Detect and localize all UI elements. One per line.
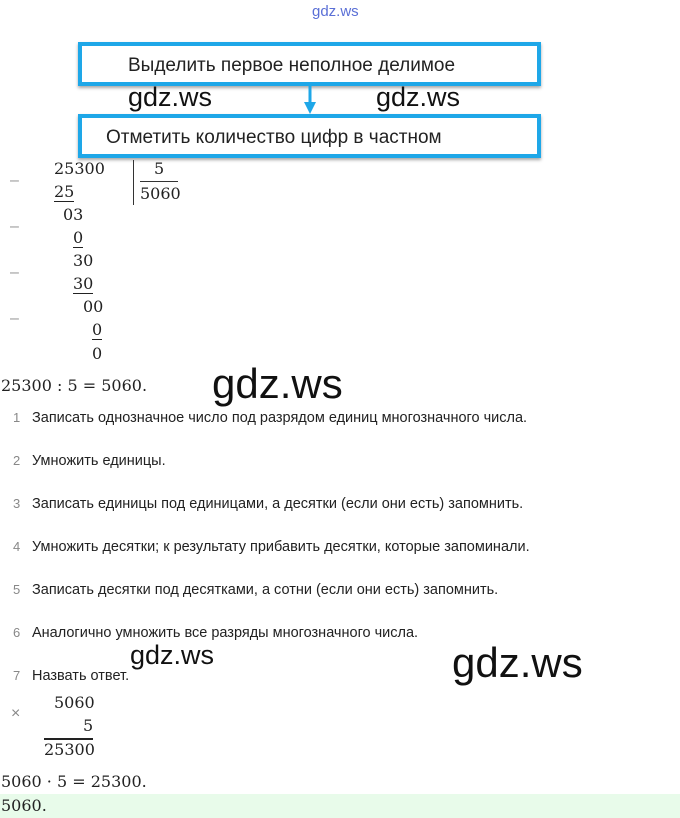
down-arrow-icon	[302, 84, 318, 116]
algorithm-step-text-2: Отметить количество цифр в частном	[106, 127, 442, 148]
algorithm-step-box-1	[78, 42, 541, 86]
step-text: Записать однозначное число под разрядом единиц многозначного числа.	[32, 410, 528, 426]
step-text: Назвать ответ.	[32, 668, 130, 684]
watermark: gdz.ws	[130, 640, 215, 670]
division-bar	[133, 160, 134, 205]
watermark: gdz.ws	[376, 82, 461, 112]
algorithm-step-text-1: Выделить первое неполное делимое	[128, 55, 456, 76]
subtrahend: 0	[92, 320, 103, 339]
minus-sign: –	[10, 310, 19, 327]
subtrahend: 30	[73, 274, 94, 293]
watermark: gdz.ws	[452, 639, 583, 686]
step-text: Записать десятки под десятками, а сотни (если они есть) запомнить.	[32, 582, 499, 598]
watermark-top: gdz.ws	[312, 3, 359, 20]
step-number: 4	[13, 539, 21, 554]
minus-sign: –	[10, 264, 19, 281]
dividend: 25300	[54, 159, 105, 178]
multiplication-result: 5060 · 5 = 25300.	[1, 772, 147, 791]
remainder: 00	[83, 297, 104, 316]
step-text: Аналогично умножить все разряды многозначного числа.	[32, 625, 419, 641]
algorithm-step-box-2	[78, 114, 541, 158]
step-number: 2	[13, 453, 21, 468]
step-text: Умножить единицы.	[32, 453, 166, 469]
subtrahend: 0	[73, 228, 84, 247]
step-number: 3	[13, 496, 21, 511]
division-result: 25300 : 5 = 5060.	[1, 376, 148, 395]
answer: 5060.	[1, 796, 47, 815]
remainder: 03	[63, 205, 84, 224]
divisor: 5	[154, 159, 165, 178]
final-remainder: 0	[92, 344, 103, 363]
step-number: 1	[13, 410, 21, 425]
step-number: 5	[13, 582, 21, 597]
minus-sign: –	[10, 172, 19, 189]
step-text: Умножить десятки; к результату прибавить десятки, которые запоминали.	[32, 539, 530, 555]
quotient: 5060	[140, 184, 181, 203]
watermark: gdz.ws	[128, 82, 213, 112]
product: 25300	[44, 740, 95, 759]
minus-sign: –	[10, 218, 19, 235]
multiplicand: 5060	[54, 693, 95, 712]
watermark: gdz.ws	[212, 360, 343, 407]
step-number: 7	[13, 668, 21, 683]
quotient-line	[140, 181, 178, 182]
step-number: 6	[13, 625, 21, 640]
subtrahend: 25	[54, 182, 75, 201]
remainder: 30	[73, 251, 94, 270]
step-text: Записать единицы под единицами, а десятки (если они есть) запомнить.	[32, 496, 524, 512]
answer-row	[0, 794, 680, 818]
multiplier: 5	[83, 716, 94, 735]
multiply-sign: ×	[11, 705, 21, 722]
